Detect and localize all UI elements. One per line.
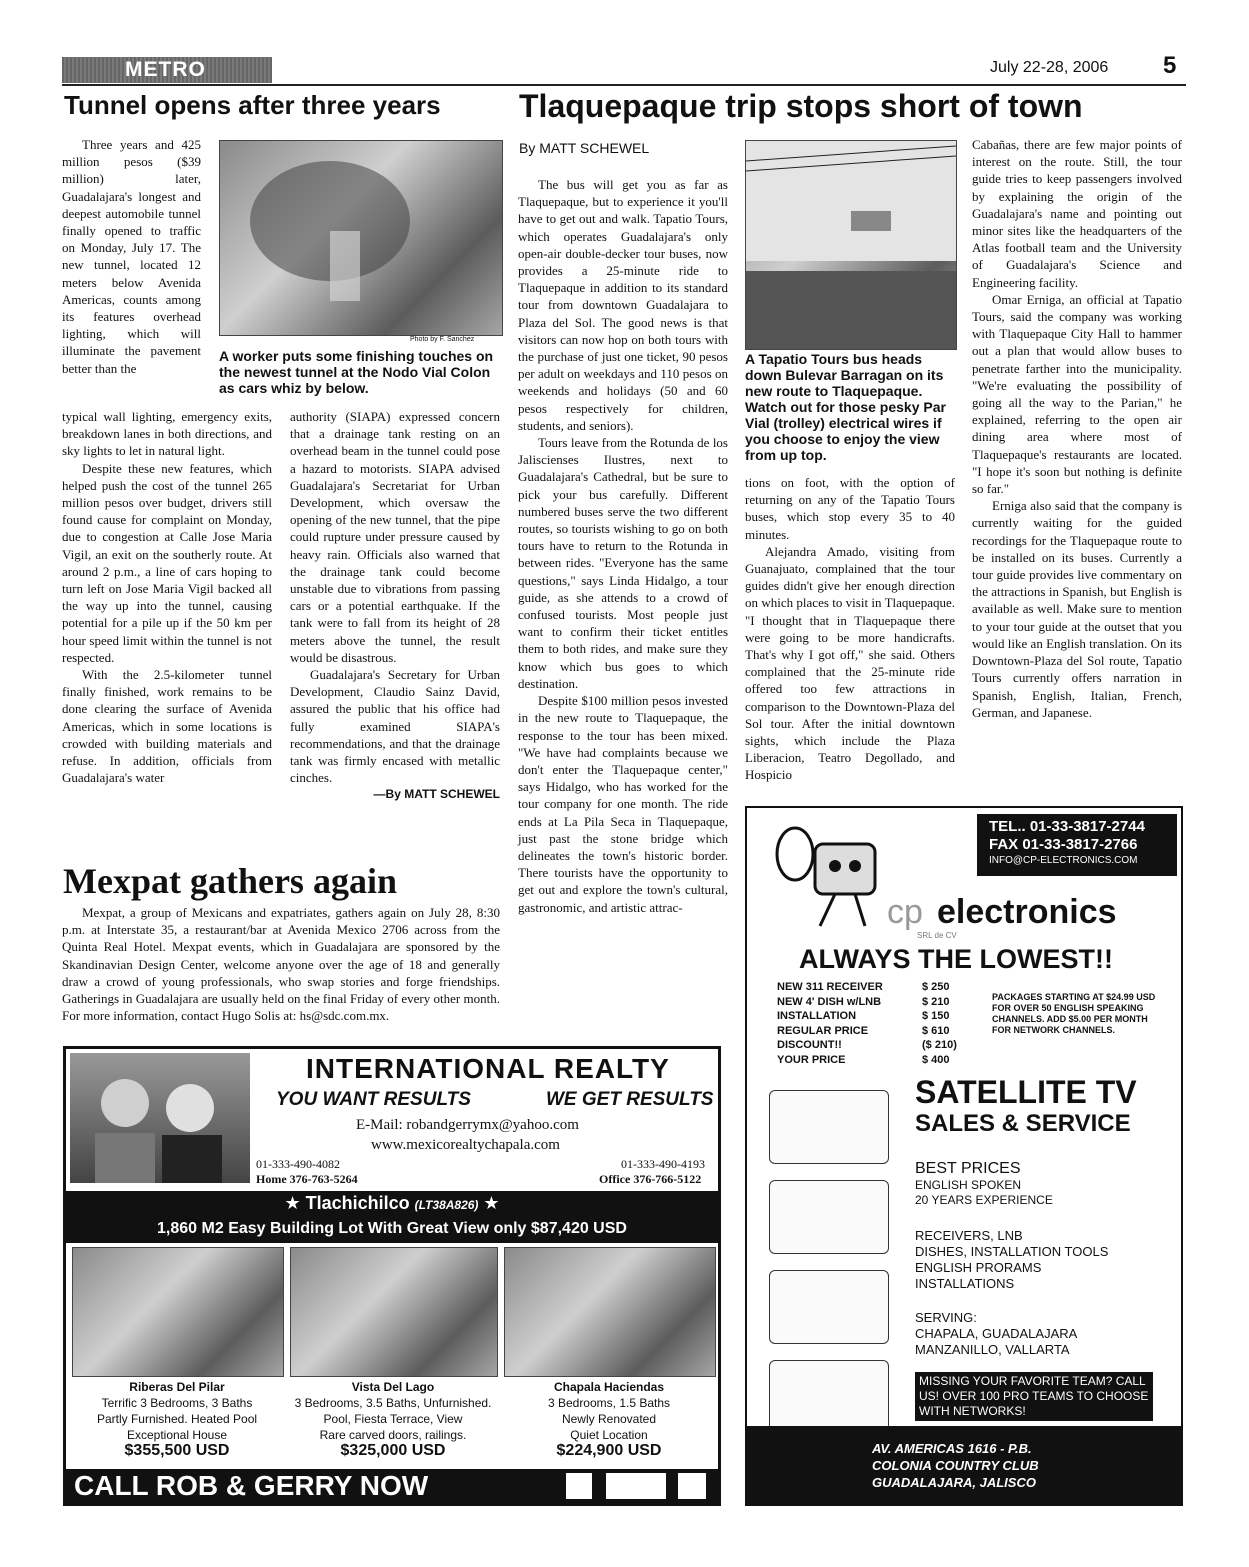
price-value: $ 610 xyxy=(922,1024,950,1037)
listing-name: Chapala Haciendas xyxy=(553,1380,665,1394)
listing-detail: Exceptional House xyxy=(126,1428,228,1442)
price-value: $ 210 xyxy=(922,995,950,1008)
price-value: $ 250 xyxy=(922,981,950,993)
agents-photo xyxy=(70,1053,250,1183)
tlaq-para-2: Tours leave from the Rotunda de los Jaliscienses Ilustres, next to Guadalajara's Cathedral, but be sure to pick your bus carefully. Different numbered buses serve the two different routes, so tourists wishing to go on both tours have to return to the Rotunda in between rides. "Everyone has the same questions," says Linda Hidalgo, a tour guide, as she attends to a crowd of confused tourists. Most people just want to confirm their ticket entitles them to both rides, and make sure they know which bus goes to which destination. xyxy=(518,435,728,691)
tlaq-para-5: Alejandra Amado, visiting from Guanajuato, complained that the tour guides didn't give her enough direction on which places to visit in Tlaquepaque. "I thought that in Tlaquepaque there were going to be more handicrafts. That's why I got off," she said. Others complained that the 25-minute ride offered too few attractions in comparison to the Downtown-Plaza del Sol tour. After the initial downtown sights, which include the Plaza Liberacion, Teatro Degollado, and Hospicio xyxy=(745,543,955,783)
info-line: MANZANILLO, VALLARTA xyxy=(915,1342,1070,1357)
tunnel-col1-top xyxy=(62,136,201,377)
info-line: ENGLISH PRORAMS xyxy=(915,1260,1042,1275)
cp-tagline: ALWAYS THE LOWEST!! xyxy=(799,944,1114,974)
header-rule xyxy=(62,84,1186,86)
photo-credit: Photo by F. Sanchez xyxy=(410,336,475,343)
listing-name: Riberas Del Pilar xyxy=(129,1380,225,1394)
price-value: $ 400 xyxy=(922,1053,950,1066)
listing-detail: Partly Furnished. Heated Pool xyxy=(96,1412,258,1426)
tunnel-para-2: Despite these new features, which helped push the cost of the tunnel 265 million pesos over budget, drivers still found cause for complaint on Monday, due to congestion at Calle Jose Maria Vigil, an exit on the southerly route. At around 2 p.m., a line of cars hoping to turn left on Jose Maria Vigil backed all the way up into the tunnel, causing potential for a pile up if the 50 km per hour speed limit within the tunnel is not respected. xyxy=(62,460,272,665)
tunnel-caption: A worker puts some finishing touches on the newest tunnel at the Nodo Vial Colon as cars whiz by below. xyxy=(219,348,494,396)
tlaquepaque-col3 xyxy=(972,136,1182,721)
receiver-icon xyxy=(769,1090,889,1164)
address-block xyxy=(872,1440,1039,1491)
mexpat-body xyxy=(62,904,500,1024)
price-label: NEW 4' DISH w/LNB xyxy=(777,995,882,1008)
tunnel-para-4: authority (SIAPA) expressed concern that a drainage tank resting on an overhead beam in the tunnel could pose a hazard to motorists. SIAPA advised Guadalajara's Secretariat for Urban Development, which oversaw the opening of the new tunnel, that the pipe could rupture under pressure caused by heavy rain. Officials also warned that the drainage tank could become unstable due to vibrations from passing cars or a potential earthquake. If the tank were to fall from its height of 28 meters above the tunnel, the result would be disastrous. xyxy=(290,409,500,665)
address-line: COLONIA COUNTRY CLUB xyxy=(872,1458,1039,1473)
listing-detail: Pool, Fiesta Terrace, View xyxy=(323,1412,463,1426)
mexpat-headline: Mexpat gathers again xyxy=(63,861,397,901)
listing-price: $325,000 USD xyxy=(340,1442,446,1459)
price-value: ($ 210) xyxy=(922,1039,957,1051)
bus-photo-illustration xyxy=(746,141,956,349)
tunnel-para-5: Guadalajara's Secretary for Urban Development, Claudio Sainz David, assured the public that his office had fully examined SIAPA's recommendations, and that the drainage tank was firmly encased with metallic cinches. xyxy=(290,667,500,786)
price-row xyxy=(777,995,967,1010)
issue-date: July 22-28, 2006 xyxy=(990,59,1109,76)
listing-1 xyxy=(70,1379,284,1459)
realty-title: INTERNATIONAL REALTY xyxy=(306,1053,670,1084)
price-row xyxy=(777,1009,967,1024)
satellite-title: SATELLITE TV xyxy=(915,1074,1137,1110)
address-line: GUADALAJARA, JALISCO xyxy=(872,1475,1036,1490)
info-group-2 xyxy=(915,1228,1108,1292)
listing-price: $224,900 USD xyxy=(556,1442,662,1459)
tunnel-para-1-cont: typical wall lighting, emergency exits, breakdown lanes in both directions, and sky lights to let in natural light. xyxy=(62,409,272,459)
agency-logo-icon xyxy=(606,1473,666,1499)
tunnel-photo xyxy=(219,140,503,336)
listing-3 xyxy=(502,1379,716,1459)
listing-2 xyxy=(284,1379,502,1459)
info-title: SERVING: xyxy=(915,1310,977,1325)
cp-tel: TEL.. 01-33-3817-2744 xyxy=(989,818,1145,835)
listing-photo-3 xyxy=(504,1247,716,1377)
price-label: YOUR PRICE xyxy=(777,1053,846,1066)
price-label: DISCOUNT!! xyxy=(777,1039,842,1051)
price-row xyxy=(777,1024,967,1039)
mexpat-para: Mexpat, a group of Mexicans and expatriates, gathers again on July 28, 8:30 p.m. at Interstate 35, a restaurant/bar at Avenida Mexico 2706 across from the Quinta Real Hotel. Mexpat events, which in Guadalajara are sponsored by the Skandinavian Design Center, welcome anyone over the age of 18 and generally draw a crowd of young professionals, who swap stories and forge friendships. Gatherings in Guadalajara are usually held on the final Friday of every other month. For more information, contact Hugo Solis at: hs@sdc.com.mx. xyxy=(62,905,500,1024)
realty-office-phone: Office 376-766-5122 xyxy=(599,1172,702,1186)
promo-box: MISSING YOUR FAVORITE TEAM? CALL US! OVER 100 PRO TEAMS TO CHOOSE WITH NETWORKS! xyxy=(915,1372,1153,1421)
price-table xyxy=(777,980,967,1067)
realty-slogan-right: WE GET RESULTS xyxy=(546,1089,714,1110)
realty-phone-right: 01-333-490-4193 xyxy=(621,1157,705,1171)
tlaq-para-7: Omar Erniga, an official at Tapatio Tours, said the company was working with Tlaquepaque City Hall to hammer out a plan that would allow buses to penetrate farther into the municipality. "We're evaluating the possibility of going all the way to the Parian," he explained, referring to the open air dining area where most of Tlaquepaque's restaurants are located. "I hope it's soon but nothing is definite so far." xyxy=(972,291,1182,497)
listing-detail: 3 Bedrooms, 1.5 Baths xyxy=(547,1396,671,1410)
price-row xyxy=(777,1053,967,1068)
listing-name: Vista Del Lago xyxy=(351,1380,435,1394)
listing-detail: Rare carved doors, railings. xyxy=(319,1428,467,1442)
listing-detail: Quiet Location xyxy=(570,1428,648,1442)
realty-slogan-left: YOU WANT RESULTS xyxy=(276,1089,471,1110)
tunnel-byline: —By MATT SCHEWEL xyxy=(373,787,500,802)
tlaquepaque-col2 xyxy=(745,474,955,784)
brand-sub: SRL de CV xyxy=(917,931,957,940)
info-title: BEST PRICES xyxy=(915,1160,1021,1177)
tlaq-para-4: tions on foot, with the option of returning on any of the Tapatio Tours buses, which stop every 35 to 40 minutes. xyxy=(745,475,955,542)
info-line: RECEIVERS, LNB xyxy=(915,1228,1023,1243)
tv-mascot-icon xyxy=(765,814,895,934)
tlaq-para-3: Despite $100 million pesos invested in the new route to Tlaquepaque, the response to the tour has been mixed. "We have had complaints because we don't enter the Tlaquepaque center," says Hidalgo, who has worked for the tour company for one month. The ride ends at La Pila Seca in Tlaquepaque, just past the stone bridge which delineates the town's historic border. There tourists have the opportunity to get out and explore the town's cultural, gastronomic, and artistic attrac- xyxy=(518,693,728,915)
star-icon-right: ★ xyxy=(478,1193,500,1213)
tlaq-para-1: The bus will get you as far as Tlaquepaque, but to experience it you'll have to get out and walk. Tapatio Tours, which operates Guadalajara's only open-air double-decker tour buses, now provides a 25-minute ride to Tlaquepaque in addition to its standard tour from downtown Guadalajara to Plaza del Sol. The good news is that visitors can now hop on both tours with the purchase of just one ticket, 90 pesos per adult on weekdays and 110 pesos on weekends and holidays (50 and 60 pesos respectively for children, students, and seniors). xyxy=(518,177,728,433)
section-label: METRO xyxy=(125,58,206,81)
dish-icon xyxy=(769,1270,889,1344)
van-icon xyxy=(769,1180,889,1254)
cp-email[interactable]: INFO@CP-ELECTRONICS.COM xyxy=(989,855,1138,866)
feature-banner xyxy=(66,1191,718,1243)
tlaquepaque-col1 xyxy=(518,176,728,916)
tunnel-para-3: With the 2.5-kilometer tunnel finally finished, work remains to be done clearing the surface of Avenida Americas, which in some locations is crowded with building materials and refuse. In addition, officials from Guadalajara's water xyxy=(62,667,272,786)
listing-photo-1 xyxy=(72,1247,284,1377)
tunnel-headline: Tunnel opens after three years xyxy=(64,90,441,120)
listing-detail: Newly Renovated xyxy=(561,1412,657,1426)
realty-email[interactable]: E-Mail: robandgerrymx@yahoo.com xyxy=(356,1117,579,1133)
satellite-sub: SALES & SERVICE xyxy=(915,1110,1131,1137)
bus-photo xyxy=(745,140,957,350)
info-line: CHAPALA, GUADALAJARA xyxy=(915,1326,1078,1341)
feature-line: 1,860 M2 Easy Building Lot With Great View only $87,420 USD xyxy=(157,1220,627,1237)
packages-note: PACKAGES STARTING AT $24.99 USD FOR OVER 50 ENGLISH SPEAKING CHANNELS. ADD $5.00 PER MONTH FOR NETWORK CHANNELS. xyxy=(992,992,1156,1035)
bus-caption: A Tapatio Tours bus heads down Bulevar Barragan on its new route to Tlaquepaque. Watch out for those pesky Par Vial (trolley) electrical wires if you choose to enjoy the view from up top. xyxy=(745,351,946,463)
tools-icon xyxy=(769,1360,889,1434)
realty-ad xyxy=(63,1046,721,1506)
brand-name: electronics xyxy=(937,893,1117,931)
tlaquepaque-byline: By MATT SCHEWEL xyxy=(519,140,650,156)
feature-title: Tlachichilco xyxy=(305,1193,410,1213)
tunnel-para-1: Three years and 425 million pesos ($39 million) later, Guadalajara's longest and deepest automobile tunnel finally opened to traffic on Monday, July 17. The new tunnel, located 12 meters below Avenida Americas, counts among its features overhead lighting, which will illuminate the pavement better than the xyxy=(62,137,201,376)
feature-code: (LT38A826) xyxy=(414,1198,479,1212)
agents-portrait xyxy=(70,1053,250,1183)
mascot-illustration xyxy=(765,814,895,934)
price-label: NEW 311 RECEIVER xyxy=(777,981,883,993)
info-line: DISHES, INSTALLATION TOOLS xyxy=(915,1244,1109,1259)
star-icon-left: ★ xyxy=(284,1193,306,1213)
info-line: 20 YEARS EXPERIENCE xyxy=(915,1193,1053,1207)
cp-electronics-ad xyxy=(745,806,1183,1506)
feature-title-row xyxy=(66,1191,718,1217)
listing-detail: Terrific 3 Bedrooms, 3 Baths xyxy=(101,1396,253,1410)
listing-price: $355,500 USD xyxy=(124,1442,230,1459)
info-group-1 xyxy=(915,1160,1053,1208)
cta-text: CALL ROB & GERRY NOW xyxy=(74,1470,429,1501)
tlaq-para-6: Cabañas, there are few major points of interest on the route. Still, the tour guide tries to keep passengers involved by explaining the origin of the Guadalajara's name and pointing out minor sites like the headquarters of the Atlas football team and the University of Guadalajara's Science and Engineering facility. xyxy=(972,137,1182,290)
realty-website[interactable]: www.mexicorealtychapala.com xyxy=(371,1137,560,1153)
info-line: ENGLISH SPOKEN xyxy=(915,1178,1022,1192)
tlaquepaque-headline: Tlaquepaque trip stops short of town xyxy=(519,88,1083,124)
price-row xyxy=(777,1038,967,1053)
tunnel-col2 xyxy=(290,408,500,804)
tlaq-para-8: Erniga also said that the company is currently waiting for the guided recordings for the Tlaquepaque route to be installed on its buses. Currently a tour guide provides live commentary on the attractions in Spanish, but English is available as well. Make sure to mention to your tour guide at the outset that you would like an English translation. On its Downtown-Plaza del Sol route, Tapatio Tours currently offers narration in Spanish, English, Italian, French, German, and Japanese. xyxy=(972,498,1182,720)
listing-detail: 3 Bedrooms, 3.5 Baths, Unfurnished. xyxy=(294,1396,492,1410)
brand-cp: cp xyxy=(887,893,923,931)
worker-photo-illustration xyxy=(220,141,502,335)
price-label: REGULAR PRICE xyxy=(777,1024,869,1037)
listing-photo-2 xyxy=(290,1247,498,1377)
realty-home-phone: Home 376-763-5264 xyxy=(256,1172,358,1186)
address-line: AV. AMERICAS 1616 - P.B. xyxy=(872,1441,1032,1456)
page-number: 5 xyxy=(1163,52,1177,79)
realty-phone-left: 01-333-490-4082 xyxy=(256,1157,340,1171)
ampi-logo-icon xyxy=(678,1473,706,1499)
price-value: $ 150 xyxy=(922,1010,950,1022)
price-row xyxy=(777,980,967,995)
info-line: INSTALLATIONS xyxy=(915,1276,1015,1291)
realtor-logo-icon xyxy=(566,1473,592,1499)
realty-cta xyxy=(66,1469,718,1503)
info-group-3 xyxy=(915,1310,1077,1358)
price-label: INSTALLATION xyxy=(777,1010,857,1022)
tunnel-col1 xyxy=(62,408,272,786)
cp-fax: FAX 01-33-3817-2766 xyxy=(989,836,1138,853)
